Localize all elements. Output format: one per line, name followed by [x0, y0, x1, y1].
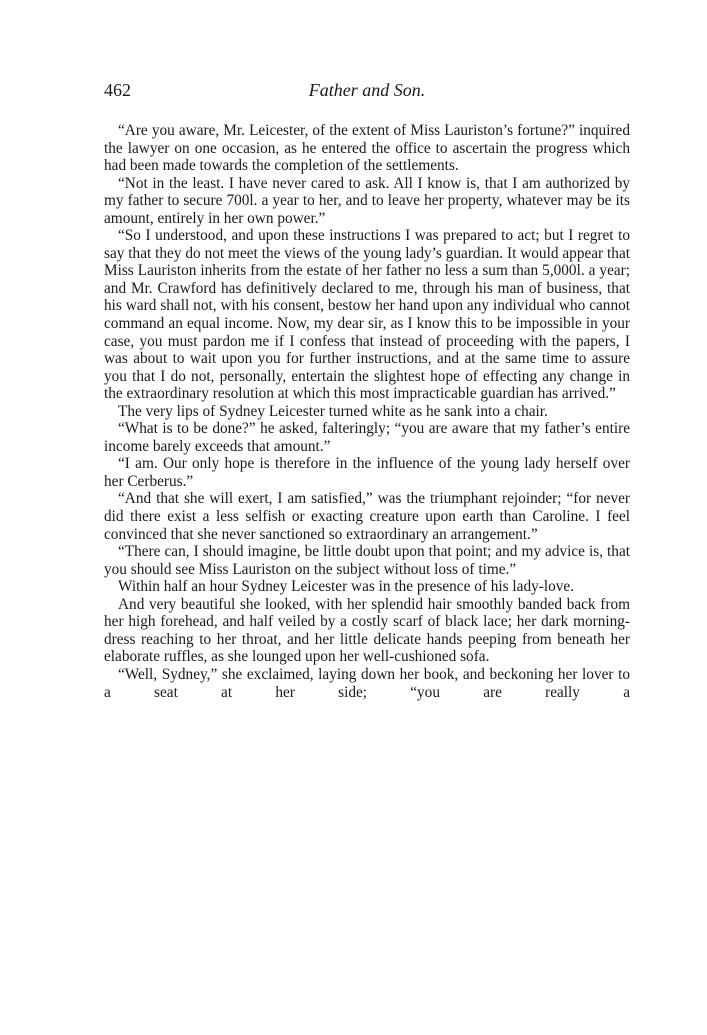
page-header: [104, 78, 630, 108]
paragraph: “I am. Our only hope is therefore in the influence of the young lady herself over her Cerberus.”: [104, 455, 630, 490]
paragraph: And very beautiful she looked, with her splendid hair smoothly banded back from her high forehead, and half veiled by a costly scarf of black lace; her dark morning-dress reaching to her throat, and her little delicate hands peeping from beneath her elaborate ruffles, as she lounged upon her well-cushioned sofa.: [104, 595, 630, 666]
paragraph: “What is to be done?” he asked, falteringly; “you are aware that my father’s entire income barely exceeds that amount.”: [104, 420, 630, 455]
body-text: [104, 122, 630, 701]
paragraph: “Are you aware, Mr. Leicester, of the extent of Miss Lauriston’s fortune?” inquired the lawyer on one occasion, as he entered the office to ascertain the progress which had been made towards the completion of the settlements.: [104, 122, 630, 175]
page-number: 462: [104, 80, 131, 100]
paragraph: “There can, I should imagine, be little doubt upon that point; and my advice is, that you should see Miss Lauriston on the subject without loss of time.”: [104, 543, 630, 578]
paragraph: “So I understood, and upon these instructions I was prepared to act; but I regret to say that they do not meet the views of the young lady’s guardian. It would appear that Miss Lauriston inherits from the estate of her father no less a sum than 5,000l. a year; and Mr. Crawford has definitively declared to me, through his man of business, that his ward shall not, with his consent, bestow her hand upon any individual who cannot command an equal income. Now, my dear sir, as I know this to be impossible in your case, you must pardon me if I confess that instead of proceeding with the papers, I was about to wait upon you for further instructions, and at the same time to assure you that I do not, personally, entertain the slightest hope of effecting any change in the extraordinary resolution at which this most impracticable guardian has arrived.”: [104, 227, 630, 403]
paragraph-continued: “Well, Sydney,” she exclaimed, laying down her book, and beckoning her lover to a seat at her side; “you are really a: [104, 665, 630, 701]
paragraph: The very lips of Sydney Leicester turned white as he sank into a chair.: [118, 402, 548, 420]
paragraph: “And that she will exert, I am satisfied,” was the triumphant rejoinder; “for never did there exist a less selfish or exacting creature upon earth than Caroline. I feel convinced that she never sanctioned so extraordinary an arrangement.”: [104, 490, 630, 543]
running-title: Father and Son.: [308, 80, 426, 100]
paragraph: Within half an hour Sydney Leicester was in the presence of his lady-love.: [118, 578, 575, 596]
paragraph: “Not in the least. I have never cared to ask. All I know is, that I am authorized by my father to secure 700l. a year to her, and to leave her property, whatever may be its amount, entirely in her own power.”: [104, 174, 630, 227]
